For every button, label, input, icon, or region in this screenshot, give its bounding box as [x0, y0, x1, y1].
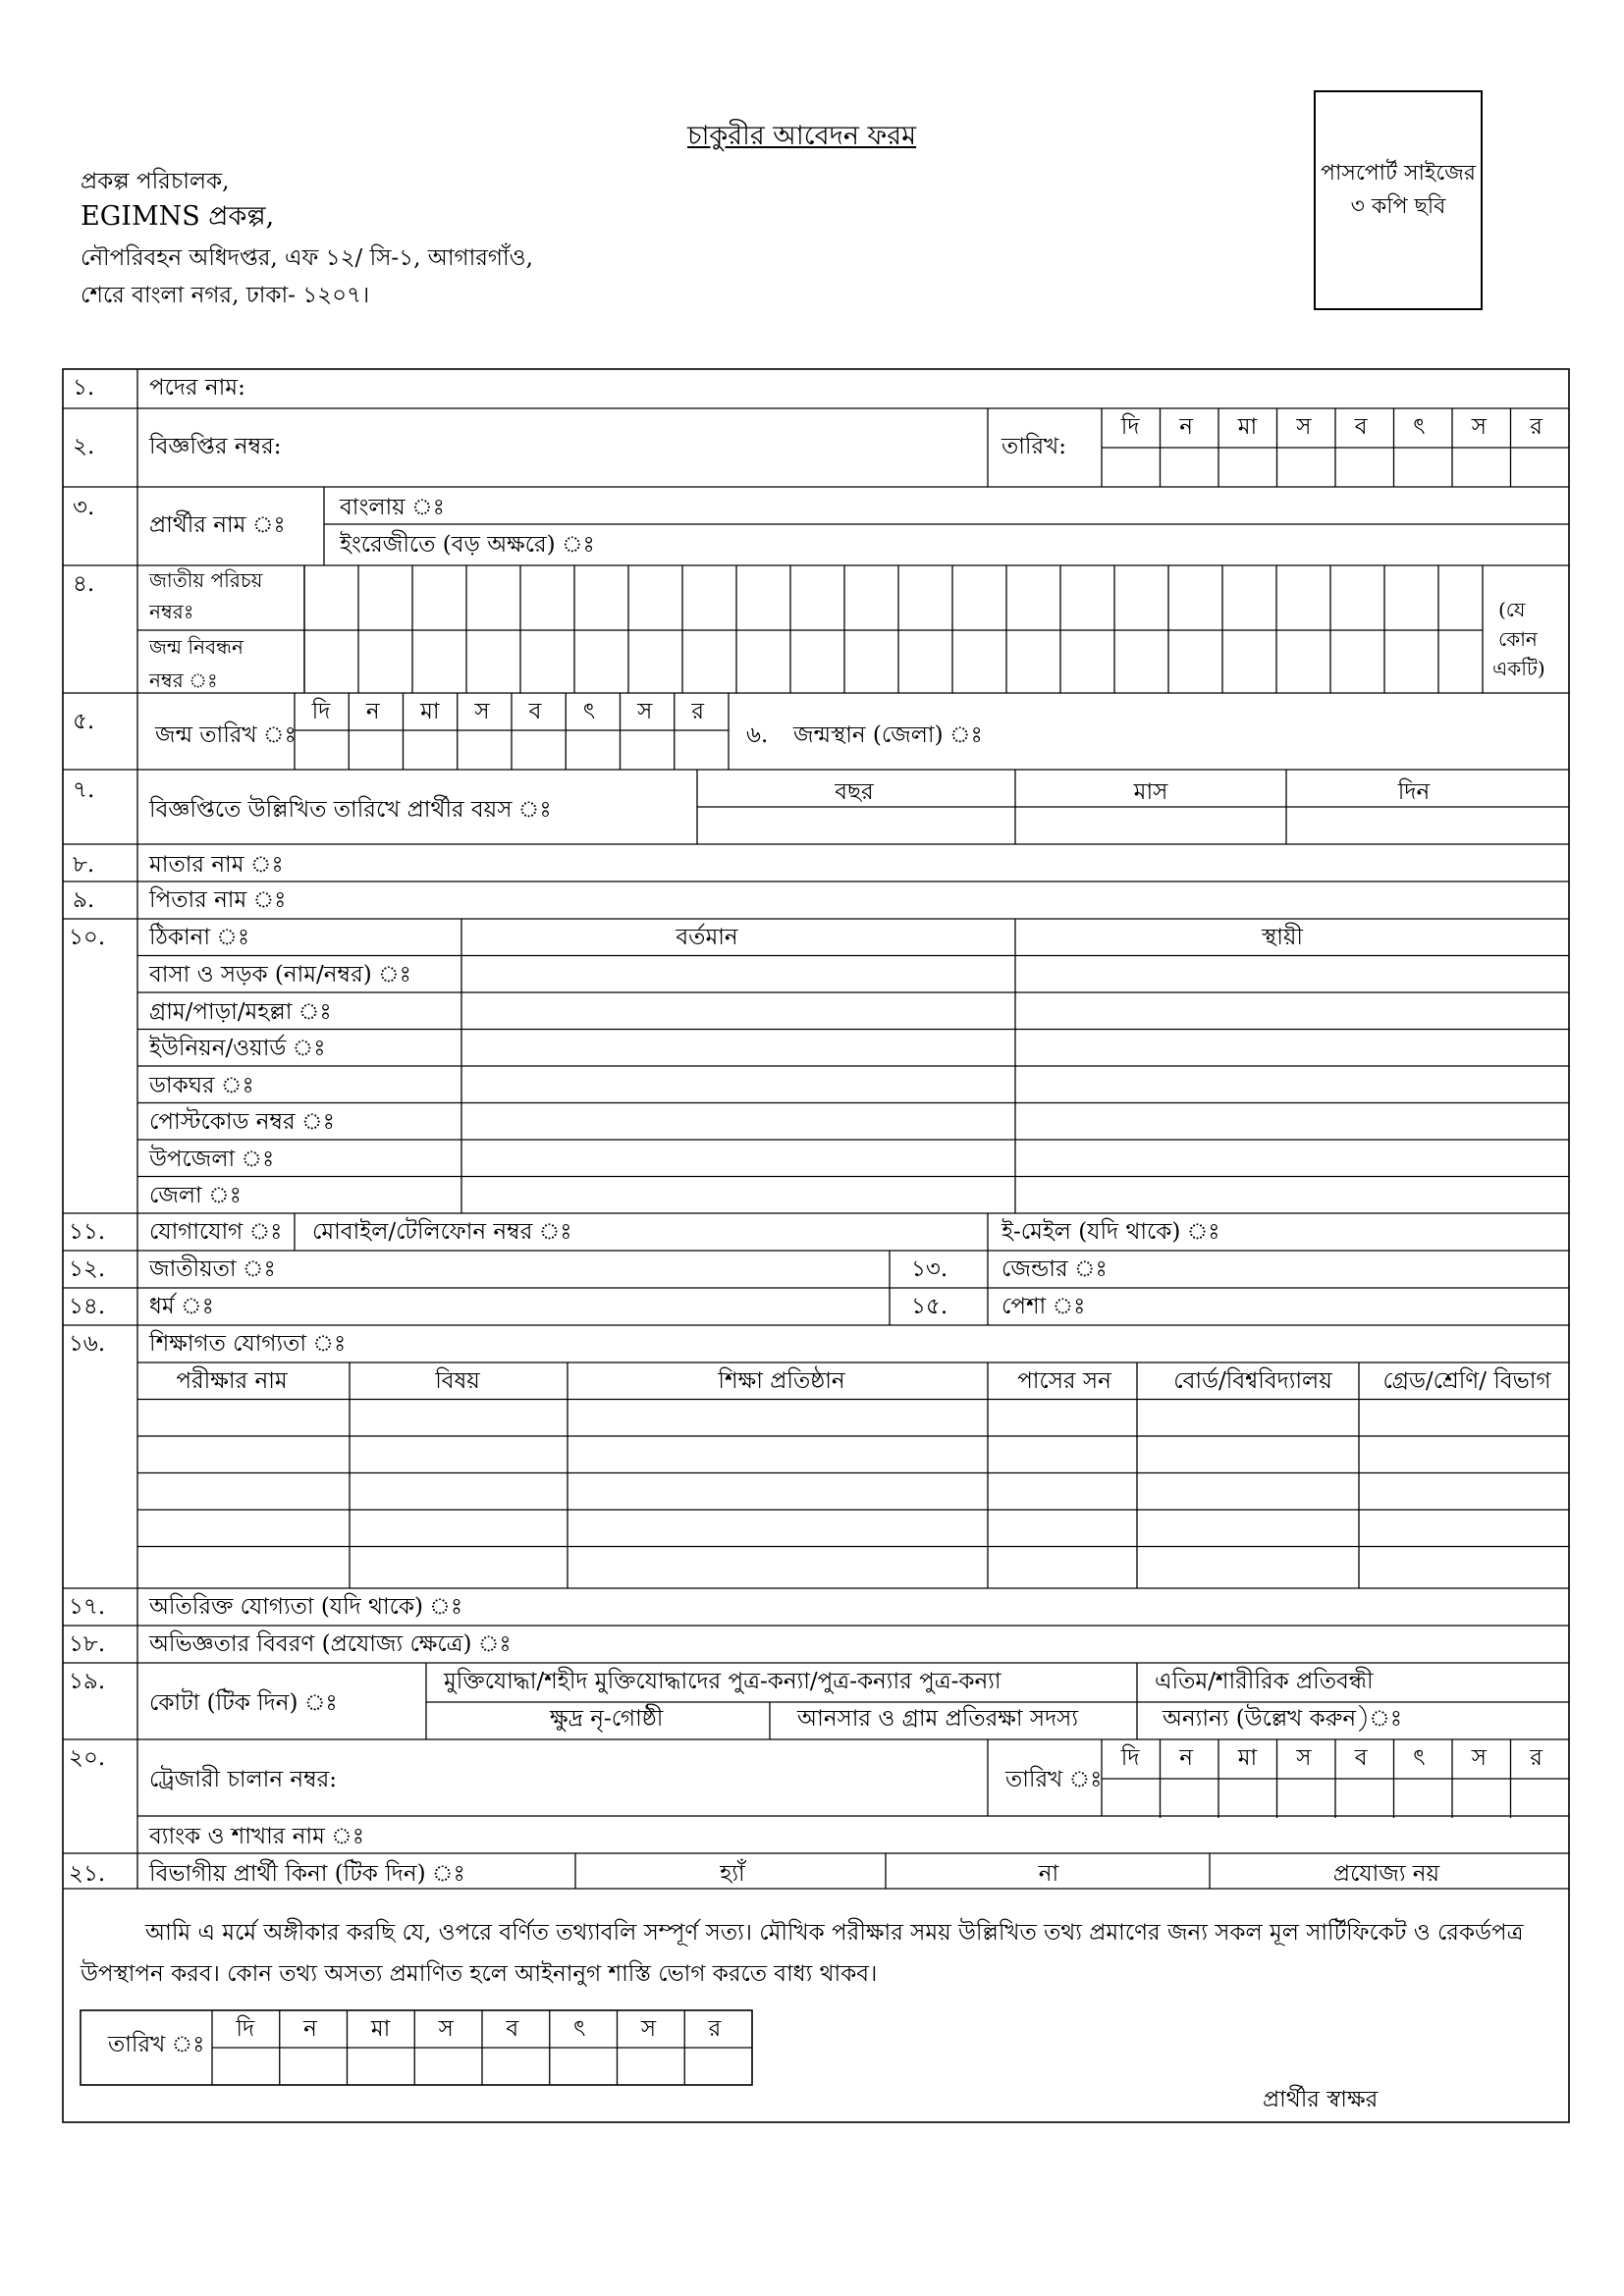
row-7-num: ৭. — [73, 777, 95, 803]
contact-label: যোগাযোগ ঃ — [149, 1219, 283, 1245]
treasury-challan-label: ট্রেজারী চালান নম্বর: — [149, 1767, 338, 1792]
row-14-num: ১৪. — [69, 1294, 106, 1319]
birth-date-box-5: ব — [528, 699, 542, 724]
row-21-num: ২১. — [69, 1861, 106, 1887]
address-field-label-7: জেলা ঃ — [149, 1183, 242, 1208]
row-17-num: ১৭. — [69, 1594, 106, 1620]
name-bangla-label: বাংলায় ঃ — [340, 495, 445, 520]
birth-reg-label-2: নম্বর ঃ — [149, 668, 218, 692]
age-year-header: বছর — [835, 779, 874, 805]
date-box-2: ন — [1179, 1745, 1193, 1771]
birth-date-box-8: র — [691, 699, 705, 724]
bank-branch-field[interactable] — [373, 1818, 1569, 1853]
treasury-challan-field[interactable] — [324, 1741, 982, 1816]
address-field-label-3: ইউনিয়ন/ওয়ার্ড ঃ — [149, 1036, 326, 1061]
decl-date-box-3: মা — [370, 2016, 391, 2042]
applicant-name-label: প্রার্থীর নাম ঃ — [149, 512, 286, 538]
quota-ansar-vdp[interactable]: আনসার ও গ্রাম প্রতিরক্ষা সদস্য — [797, 1706, 1079, 1732]
birth-date-label: জন্ম তারিখ ঃ — [155, 722, 297, 748]
date-box-4: স — [1296, 1745, 1312, 1771]
declaration-text: আমি এ মর্মে অঙ্গীকার করছি যে, ওপরে বর্ণিত তথ্যাবলি সম্পূর্ণ সত্য। মৌখিক পরীক্ষার সময় উল্লিখিত তথ্য প্রমাণের জন্য সকল মূল সার্টিফিকেট ও রেকর্ডপত্র উপস্থাপন করব। কোন তথ্য অসত্য প্রমাণিত হলে আইনানুগ শাস্তি ভোগ করতে বাধ্য থাকব। — [81, 1920, 1524, 1987]
experience-label: অভিজ্ঞতার বিবরণ (প্রযোজ্য ক্ষেত্রে) ঃ — [149, 1631, 512, 1657]
edu-col-pass-year: পাসের সন — [1017, 1368, 1111, 1394]
nid-label-2: নম্বরঃ — [149, 600, 194, 623]
address-field-label-4: ডাকঘর ঃ — [149, 1072, 254, 1098]
extra-qualification-label: অতিরিক্ত যোগ্যতা (যদি থাকে) ঃ — [149, 1594, 463, 1620]
quota-freedom-fighter[interactable]: মুক্তিযোদ্ধা/শহীদ মুক্তিযোদ্ধাদের পুত্র-কন্যা/পুত্র-কন্যার পুত্র-কন্যা — [444, 1669, 1001, 1694]
row-9-num: ৯. — [73, 887, 95, 913]
gender-label: জেন্ডার ঃ — [1001, 1256, 1108, 1282]
permanent-address-header: স্থায়ী — [1261, 925, 1304, 950]
education-label: শিক্ষাগত যোগ্যতা ঃ — [149, 1331, 347, 1357]
circular-number-label: বিজ্ঞপ্তির নম্বর: — [149, 434, 282, 459]
address-field-label-1: বাসা ও সড়ক (নাম/নম্বর) ঃ — [149, 962, 411, 988]
edu-col-board: বোর্ড/বিশ্ববিদ্যালয় — [1173, 1368, 1332, 1394]
row-12-num: ১২. — [69, 1256, 106, 1282]
edu-col-institution: শিক্ষা প্রতিষ্ঠান — [718, 1368, 845, 1394]
date-box-8: র — [1530, 1745, 1543, 1771]
row-2-num: ২. — [73, 434, 95, 459]
present-address-header: বর্তমান — [676, 925, 738, 950]
row-4-num: ৪. — [73, 571, 95, 597]
bank-branch-label: ব্যাংক ও শাখার নাম ঃ — [149, 1824, 365, 1849]
mobile-label: মোবাইল/টেলিফোন নম্বর ঃ — [312, 1219, 572, 1245]
mother-name-field[interactable] — [295, 848, 1569, 881]
birthplace-field[interactable] — [982, 697, 1569, 770]
row-15-num: ১৫. — [911, 1294, 948, 1319]
challan-date-label: তারিখ ঃ — [1005, 1767, 1103, 1792]
date-box-7: স — [1471, 1745, 1487, 1771]
father-name-label: পিতার নাম ঃ — [149, 887, 287, 913]
decl-date-box-7: স — [640, 2016, 657, 2042]
departmental-no[interactable]: না — [1038, 1861, 1059, 1887]
quota-ethnic-minority[interactable]: ক্ষুদ্র নৃ-গোষ্ঠী — [550, 1706, 664, 1732]
birth-reg-label-1: জন্ম নিবন্ধন — [149, 635, 244, 659]
edu-col-grade: গ্রেড/শ্রেণি/ বিভাগ — [1382, 1368, 1551, 1394]
email-label: ই-মেইল (যদি থাকে) ঃ — [1001, 1219, 1220, 1245]
decl-date-box-6: ৎ — [573, 2016, 586, 2042]
education-row[interactable] — [137, 1557, 1569, 1586]
photo-box-label: পাসপোর্ট সাইজের ৩ কপি ছবি — [1321, 161, 1476, 219]
date-box-4: স — [1296, 414, 1312, 440]
row-10-num: ১০. — [69, 925, 106, 950]
row-1-num: ১. — [73, 375, 95, 400]
experience-field[interactable] — [530, 1628, 1569, 1663]
birth-date-box-3: মা — [420, 699, 440, 724]
address-field-label-5: পোস্টকোড নম্বর ঃ — [149, 1109, 335, 1135]
education-row[interactable] — [137, 1525, 1569, 1555]
circular-number-field[interactable] — [324, 410, 982, 487]
birth-date-box-6: ৎ — [582, 699, 596, 724]
quota-label: কোটা (টিক দিন) ঃ — [149, 1690, 338, 1716]
row-13-num: ১৩. — [911, 1256, 948, 1282]
address-field-label-2: গ্রাম/পাড়া/মহল্লা ঃ — [149, 998, 332, 1025]
date-box-2: ন — [1179, 414, 1193, 440]
decl-date-box-4: স — [438, 2016, 454, 2042]
post-name-field[interactable] — [137, 370, 1569, 406]
signature-label: প্রার্থীর স্বাক্ষর — [1263, 2087, 1379, 2112]
quota-other[interactable]: অন্যান্য (উল্লেখ করুন)ঃ — [1163, 1706, 1403, 1732]
nid-label-1: জাতীয় পরিচয় — [149, 568, 263, 592]
education-row[interactable] — [137, 1494, 1569, 1523]
extra-qualification-field[interactable] — [471, 1590, 1569, 1626]
any-one-note-2: কোন — [1498, 627, 1538, 651]
birth-date-box-1: দি — [311, 699, 331, 724]
address-line-3: নৌপরিবহন অধিদপ্তর, এফ ১২/ সি-১, আগারগাঁও, — [81, 245, 533, 271]
row-16-num: ১৬. — [69, 1331, 106, 1357]
date-box-5: ব — [1354, 414, 1368, 440]
birth-date-box-7: স — [637, 699, 653, 724]
address-line-4: শেরে বাংলা নগর, ঢাকা- ১২০৭। — [81, 283, 370, 308]
edu-col-exam: পরীক্ষার নাম — [176, 1368, 288, 1394]
address-label: ঠিকানা ঃ — [149, 925, 250, 950]
decl-date-box-5: ব — [506, 2016, 519, 2042]
row-19-num: ১৯. — [69, 1669, 106, 1694]
row-11-num: ১১. — [69, 1219, 106, 1245]
form-title: চাকুরীর আবেদন ফরম — [687, 121, 917, 151]
age-day-header: দিন — [1397, 779, 1431, 805]
decl-date-box-1: দি — [236, 2016, 255, 2042]
row-3-num: ৩. — [73, 495, 95, 520]
row-18-num: ১৮. — [69, 1631, 106, 1657]
date-box-8: র — [1530, 414, 1543, 440]
any-one-note-3: একটি) — [1492, 657, 1545, 680]
nationality-label: জাতীয়তা ঃ — [149, 1256, 276, 1282]
date-box-5: ব — [1354, 1745, 1368, 1771]
address-line-2: EGIMNS প্রকল্প, — [81, 201, 275, 232]
mother-name-label: মাতার নাম ঃ — [149, 852, 284, 878]
name-english-label: ইংরেজীতে (বড় অক্ষরে) ঃ — [340, 532, 595, 558]
age-month-header: মাস — [1133, 779, 1168, 805]
date-box-3: মা — [1237, 414, 1258, 440]
decl-date-box-2: ন — [303, 2016, 317, 2042]
education-row[interactable] — [137, 1431, 1569, 1461]
row-20-num: ২০. — [69, 1745, 106, 1771]
birth-date-box-4: স — [474, 699, 490, 724]
quota-orphan-disabled[interactable]: এতিম/শারীরিক প্রতিবন্ধী — [1155, 1669, 1374, 1694]
departmental-not-applicable[interactable]: প্রযোজ্য নয় — [1332, 1861, 1440, 1887]
row-8-num: ৮. — [73, 852, 95, 878]
address-field-label-6: উপজেলা ঃ — [149, 1146, 275, 1172]
decl-date-box-8: র — [708, 2016, 722, 2042]
birthplace-label: জন্মস্থান (জেলা) ঃ — [793, 722, 983, 748]
education-row[interactable] — [137, 1400, 1569, 1429]
departmental-candidate-label: বিভাগীয় প্রার্থী কিনা (টিক দিন) ঃ — [149, 1861, 465, 1887]
date-box-7: স — [1471, 414, 1487, 440]
date-box-6: ৎ — [1413, 1745, 1426, 1771]
circular-date-label: তারিখ: — [1001, 434, 1067, 459]
any-one-note-1: (যে — [1498, 598, 1526, 621]
date-box-6: ৎ — [1413, 414, 1426, 440]
address-line-1: প্রকল্প পরিচালক, — [81, 169, 230, 194]
father-name-field[interactable] — [295, 883, 1569, 919]
age-label: বিজ্ঞপ্তিতে উল্লিখিত তারিখে প্রার্থীর বয়স ঃ — [149, 797, 552, 823]
date-box-3: মা — [1237, 1745, 1258, 1771]
date-box-1: দি — [1120, 1745, 1140, 1771]
row-5-num: ৫. — [73, 709, 95, 734]
religion-label: ধর্ম ঃ — [149, 1294, 214, 1319]
row-6-num: ৬. — [746, 722, 769, 748]
occupation-label: পেশা ঃ — [1001, 1294, 1086, 1319]
date-box-1: দি — [1120, 414, 1140, 440]
departmental-yes[interactable]: হ্যাঁ — [720, 1861, 745, 1887]
edu-col-subject: বিষয় — [435, 1368, 480, 1394]
declaration-date-label: তারিখ ঃ — [108, 2032, 205, 2057]
education-row[interactable] — [137, 1463, 1569, 1492]
birth-date-box-2: ন — [365, 699, 380, 724]
post-name-label: পদের নাম: — [149, 375, 245, 400]
